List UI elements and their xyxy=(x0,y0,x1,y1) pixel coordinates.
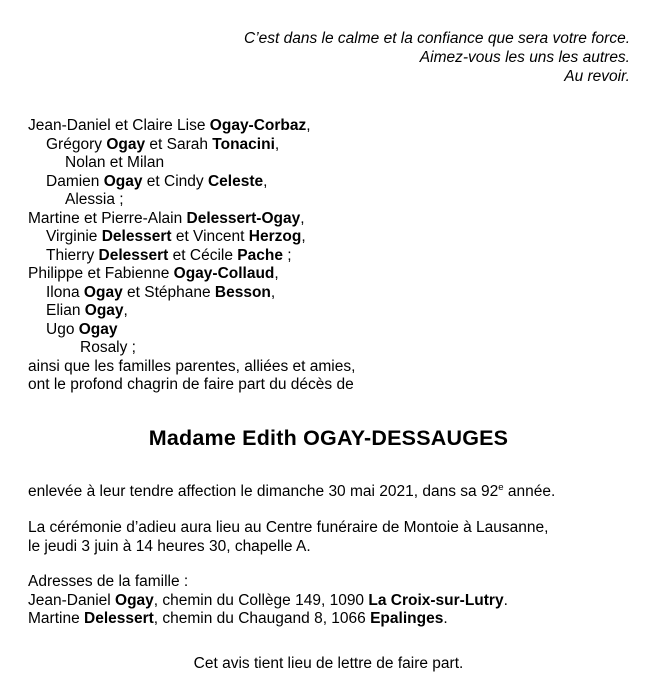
family-member-line: Philippe et Fabienne Ogay-Collaud, xyxy=(28,265,279,282)
family-member-line: Rosaly ; xyxy=(80,339,136,356)
epigraph-line: Aimez-vous les uns les autres. xyxy=(419,49,630,66)
family-member-line: Nolan et Milan xyxy=(65,154,165,171)
address-line: Adresses de la famille : xyxy=(28,573,189,590)
epigraph xyxy=(0,29,657,86)
family-member-line: Virginie Delessert et Vincent Herzog, xyxy=(46,228,306,245)
family-member-line: Thierry Delessert et Cécile Pache ; xyxy=(46,246,292,264)
ceremony-info xyxy=(0,519,657,556)
family-addresses xyxy=(0,573,657,629)
family-list xyxy=(0,117,657,395)
family-member-line: Jean-Daniel et Claire Lise Ogay-Corbaz, xyxy=(28,117,311,134)
epigraph-line: C’est dans le calme et la confiance que sera votre force. xyxy=(244,30,630,47)
address-line: Martine Delessert, chemin du Chaugand 8, 1066 Epalinges. xyxy=(28,610,448,627)
death-statement-line: enlevée à leur tendre affection le dimanche 30 mai 2021, dans sa 92e année. xyxy=(28,481,556,500)
family-member-line: Martine et Pierre-Alain Delessert-Ogay, xyxy=(28,209,305,227)
family-member-line: Ilona Ogay et Stéphane Besson, xyxy=(46,283,276,301)
family-member-line: Damien Ogay et Cindy Celeste, xyxy=(46,172,268,190)
family-member-line: ont le profond chagrin de faire part du décès de xyxy=(28,376,354,393)
death-statement xyxy=(0,483,657,502)
family-member-line: Alessia ; xyxy=(65,191,124,208)
epigraph-line: Au revoir. xyxy=(564,68,630,85)
family-member-line: Elian Ogay, xyxy=(46,302,128,319)
ceremony-line: La cérémonie d’adieu aura lieu au Centre funéraire de Montoie à Lausanne, xyxy=(28,519,549,536)
family-member-line: Grégory Ogay et Sarah Tonacini, xyxy=(46,135,280,153)
ceremony-line: le jeudi 3 juin à 14 heures 30, chapelle A. xyxy=(28,537,311,555)
family-member-line: Ugo Ogay xyxy=(46,320,118,338)
family-member-line: ainsi que les familles parentes, alliées et amies, xyxy=(28,357,356,375)
address-line: Jean-Daniel Ogay, chemin du Collège 149, 1090 La Croix-sur-Lutry. xyxy=(28,591,508,609)
closing-line: Cet avis tient lieu de lettre de faire part. xyxy=(193,654,464,672)
deceased-name-title: Madame Edith OGAY-DESSAUGES xyxy=(148,425,509,450)
